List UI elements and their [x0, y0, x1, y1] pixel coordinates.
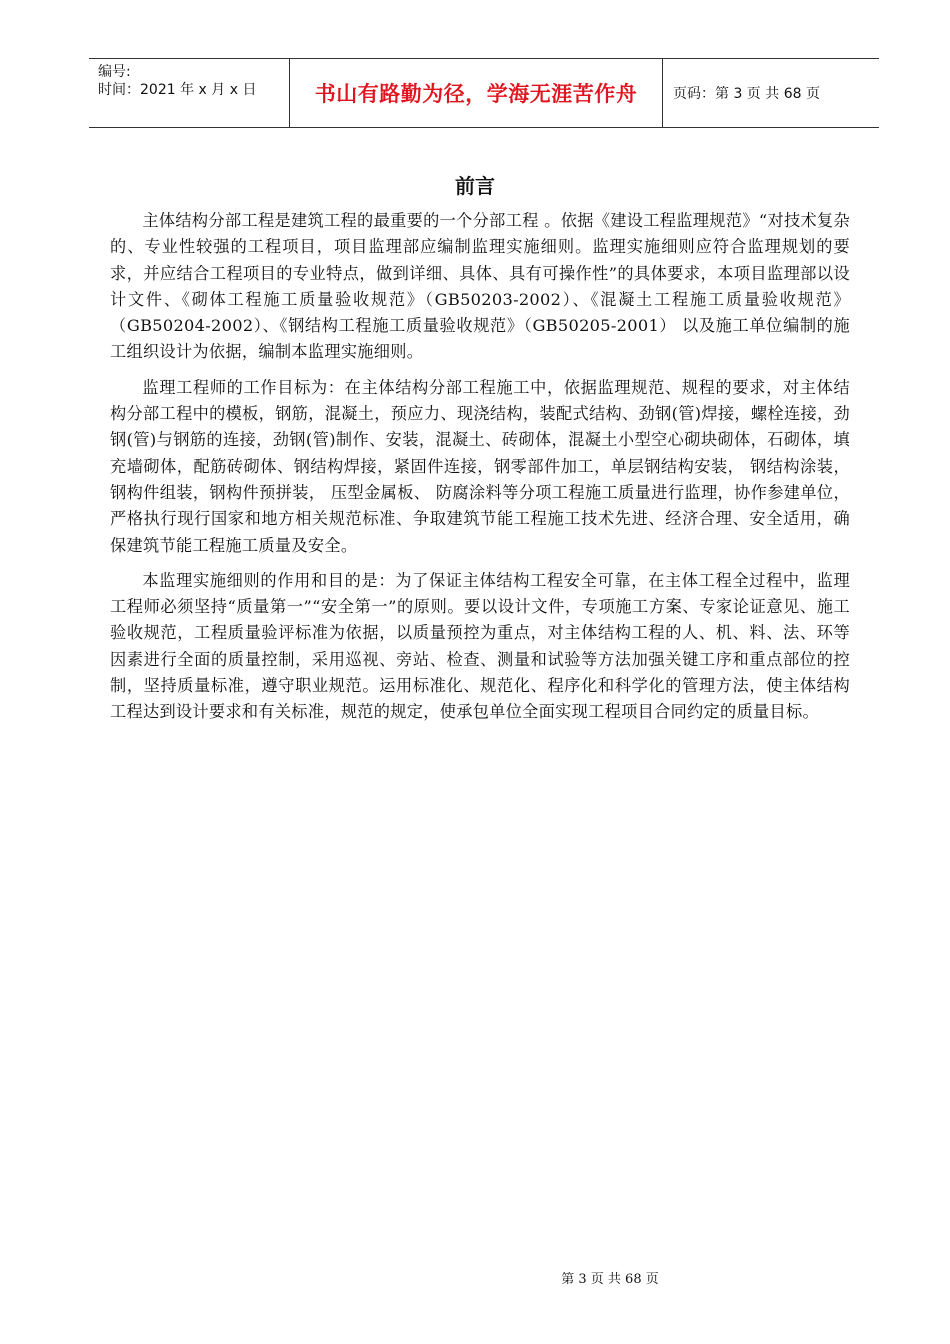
- header-page-label: 页码：第 3 页 共 68 页: [673, 86, 820, 102]
- paragraph: 监理工程师的工作目标为：在主体结构分部工程施工中，依据监理规范、规程的要求，对主体结构分部工程中的模板，钢筋，混凝土，预应力、现浇结构，装配式结构、劲钢(管)焊接，螺栓连接，劲钢(管)与钢筋的连接，劲钢(管)制作、安装，混凝土、砖砌体，混凝土小型空心砌块砌体，石砌体，填充墙砌体，配筋砖砌体、钢结构焊接，紧固件连接，钢零部件加工，单层钢结构安装， 钢结构涂装，钢构件组装，钢构件预拼装， 压型金属板、 防腐涂料等分项工程施工质量进行监理，协作参建单位，严格执行现行国家和地方相关规范标准、争取建筑节能工程施工技术先进、经济合理、安全适用，确保建筑节能工程施工质量及安全。: [110, 377, 850, 555]
- page-header: [89, 58, 879, 128]
- document-title: 前言: [455, 174, 495, 198]
- page-footer: 第 3 页 共 68 页: [561, 1272, 659, 1287]
- paragraph: 本监理实施细则的作用和目的是：为了保证主体结构工程安全可靠，在主体工程全过程中，监理工程师必须坚持“质量第一”“安全第一”的原则。要以设计文件，专项施工方案、专家论证意见、施工验收规范，工程质量验评标准为依据，以质量预控为重点，对主体结构工程的人、机、料、法、环等因素进行全面的质量控制，采用巡视、旁站、检查、测量和试验等方法加强关键工序和重点部位的控制，坚持质量标准，遵守职业规范。运用标准化、规范化、程序化和科学化的管理方法，使主体结构工程达到设计要求和有关标准，规范的规定，使承包单位全面实现工程项目合同约定的质量目标。: [110, 570, 850, 722]
- paragraph: 主体结构分部工程是建筑工程的最重要的一个分部工程 。依据《建设工程监理规范》“对技术复杂的、专业性较强的工程项目，项目监理部应编制监理实施细则。监理实施细则应符合监理规划的要求，并应结合工程项目的专业特点，做到详细、具体、具有可操作性”的具体要求，本项目监理部以设计文件、《砌体工程施工质量验收规范》（GB50203-2002）、《混凝土工程施工质量验收规范》（GB50204-2002）、《钢结构工程施工质量验收规范》（GB50205-2001） 以及施工单位编制的施工组织设计为依据，编制本监理实施细则。: [110, 211, 850, 362]
- document-body: [110, 208, 850, 735]
- serial-label: 编号:: [98, 64, 131, 80]
- header-motto: 书山有路勤为径，学海无涯苦作舟: [290, 59, 663, 127]
- header-meta: [89, 59, 290, 127]
- time-label: 时间：2021 年 x 月 x 日: [98, 82, 257, 98]
